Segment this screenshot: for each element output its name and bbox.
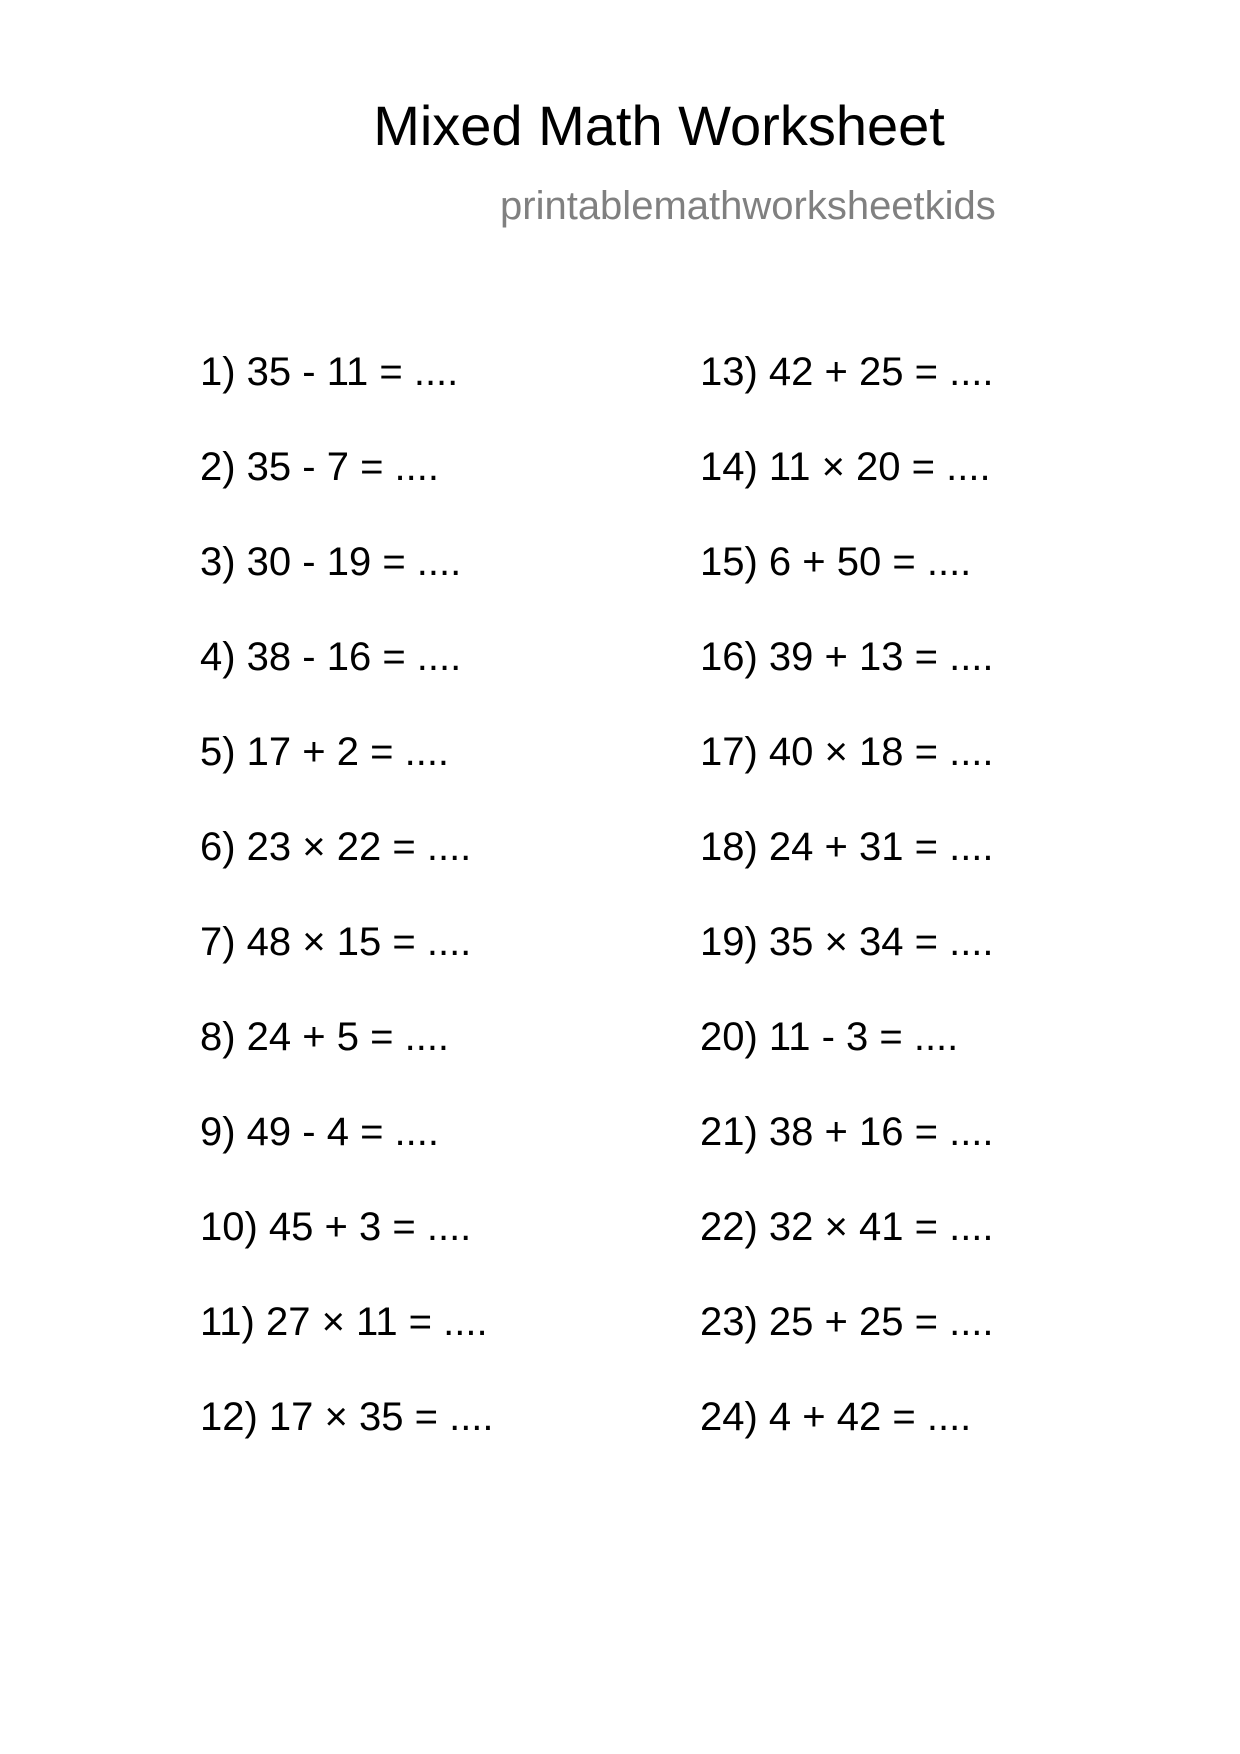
problem-item: 1) 35 - 11 = .... [200,350,459,394]
problem-item: 3) 30 - 19 = .... [200,540,462,584]
problem-item: 11) 27 × 11 = .... [200,1300,488,1344]
worksheet-subtitle: printablemathworksheetkids [500,184,996,228]
problem-item: 9) 49 - 4 = .... [200,1110,440,1154]
problem-item: 2) 35 - 7 = .... [200,445,440,489]
problem-item: 14) 11 × 20 = .... [700,445,991,489]
problem-item: 23) 25 + 25 = .... [700,1300,994,1344]
problem-item: 6) 23 × 22 = .... [200,825,472,869]
problems-column-left [200,352,494,1492]
problem-item: 22) 32 × 41 = .... [700,1205,994,1249]
problem-item: 7) 48 × 15 = .... [200,920,472,964]
problem-item: 8) 24 + 5 = .... [200,1015,450,1059]
problem-item: 4) 38 - 16 = .... [200,635,462,679]
problem-item: 5) 17 + 2 = .... [200,730,450,774]
problem-item: 13) 42 + 25 = .... [700,350,994,394]
problem-item: 16) 39 + 13 = .... [700,635,994,679]
problem-item: 21) 38 + 16 = .... [700,1110,994,1154]
problems-column-right [700,352,994,1492]
worksheet-title: Mixed Math Worksheet [373,94,945,157]
problem-item: 19) 35 × 34 = .... [700,920,994,964]
problem-item: 24) 4 + 42 = .... [700,1395,972,1439]
problem-item: 10) 45 + 3 = .... [200,1205,472,1249]
problem-item: 18) 24 + 31 = .... [700,825,994,869]
problem-item: 12) 17 × 35 = .... [200,1395,494,1439]
problem-item: 20) 11 - 3 = .... [700,1015,959,1059]
problem-item: 15) 6 + 50 = .... [700,540,972,584]
problem-item: 17) 40 × 18 = .... [700,730,994,774]
